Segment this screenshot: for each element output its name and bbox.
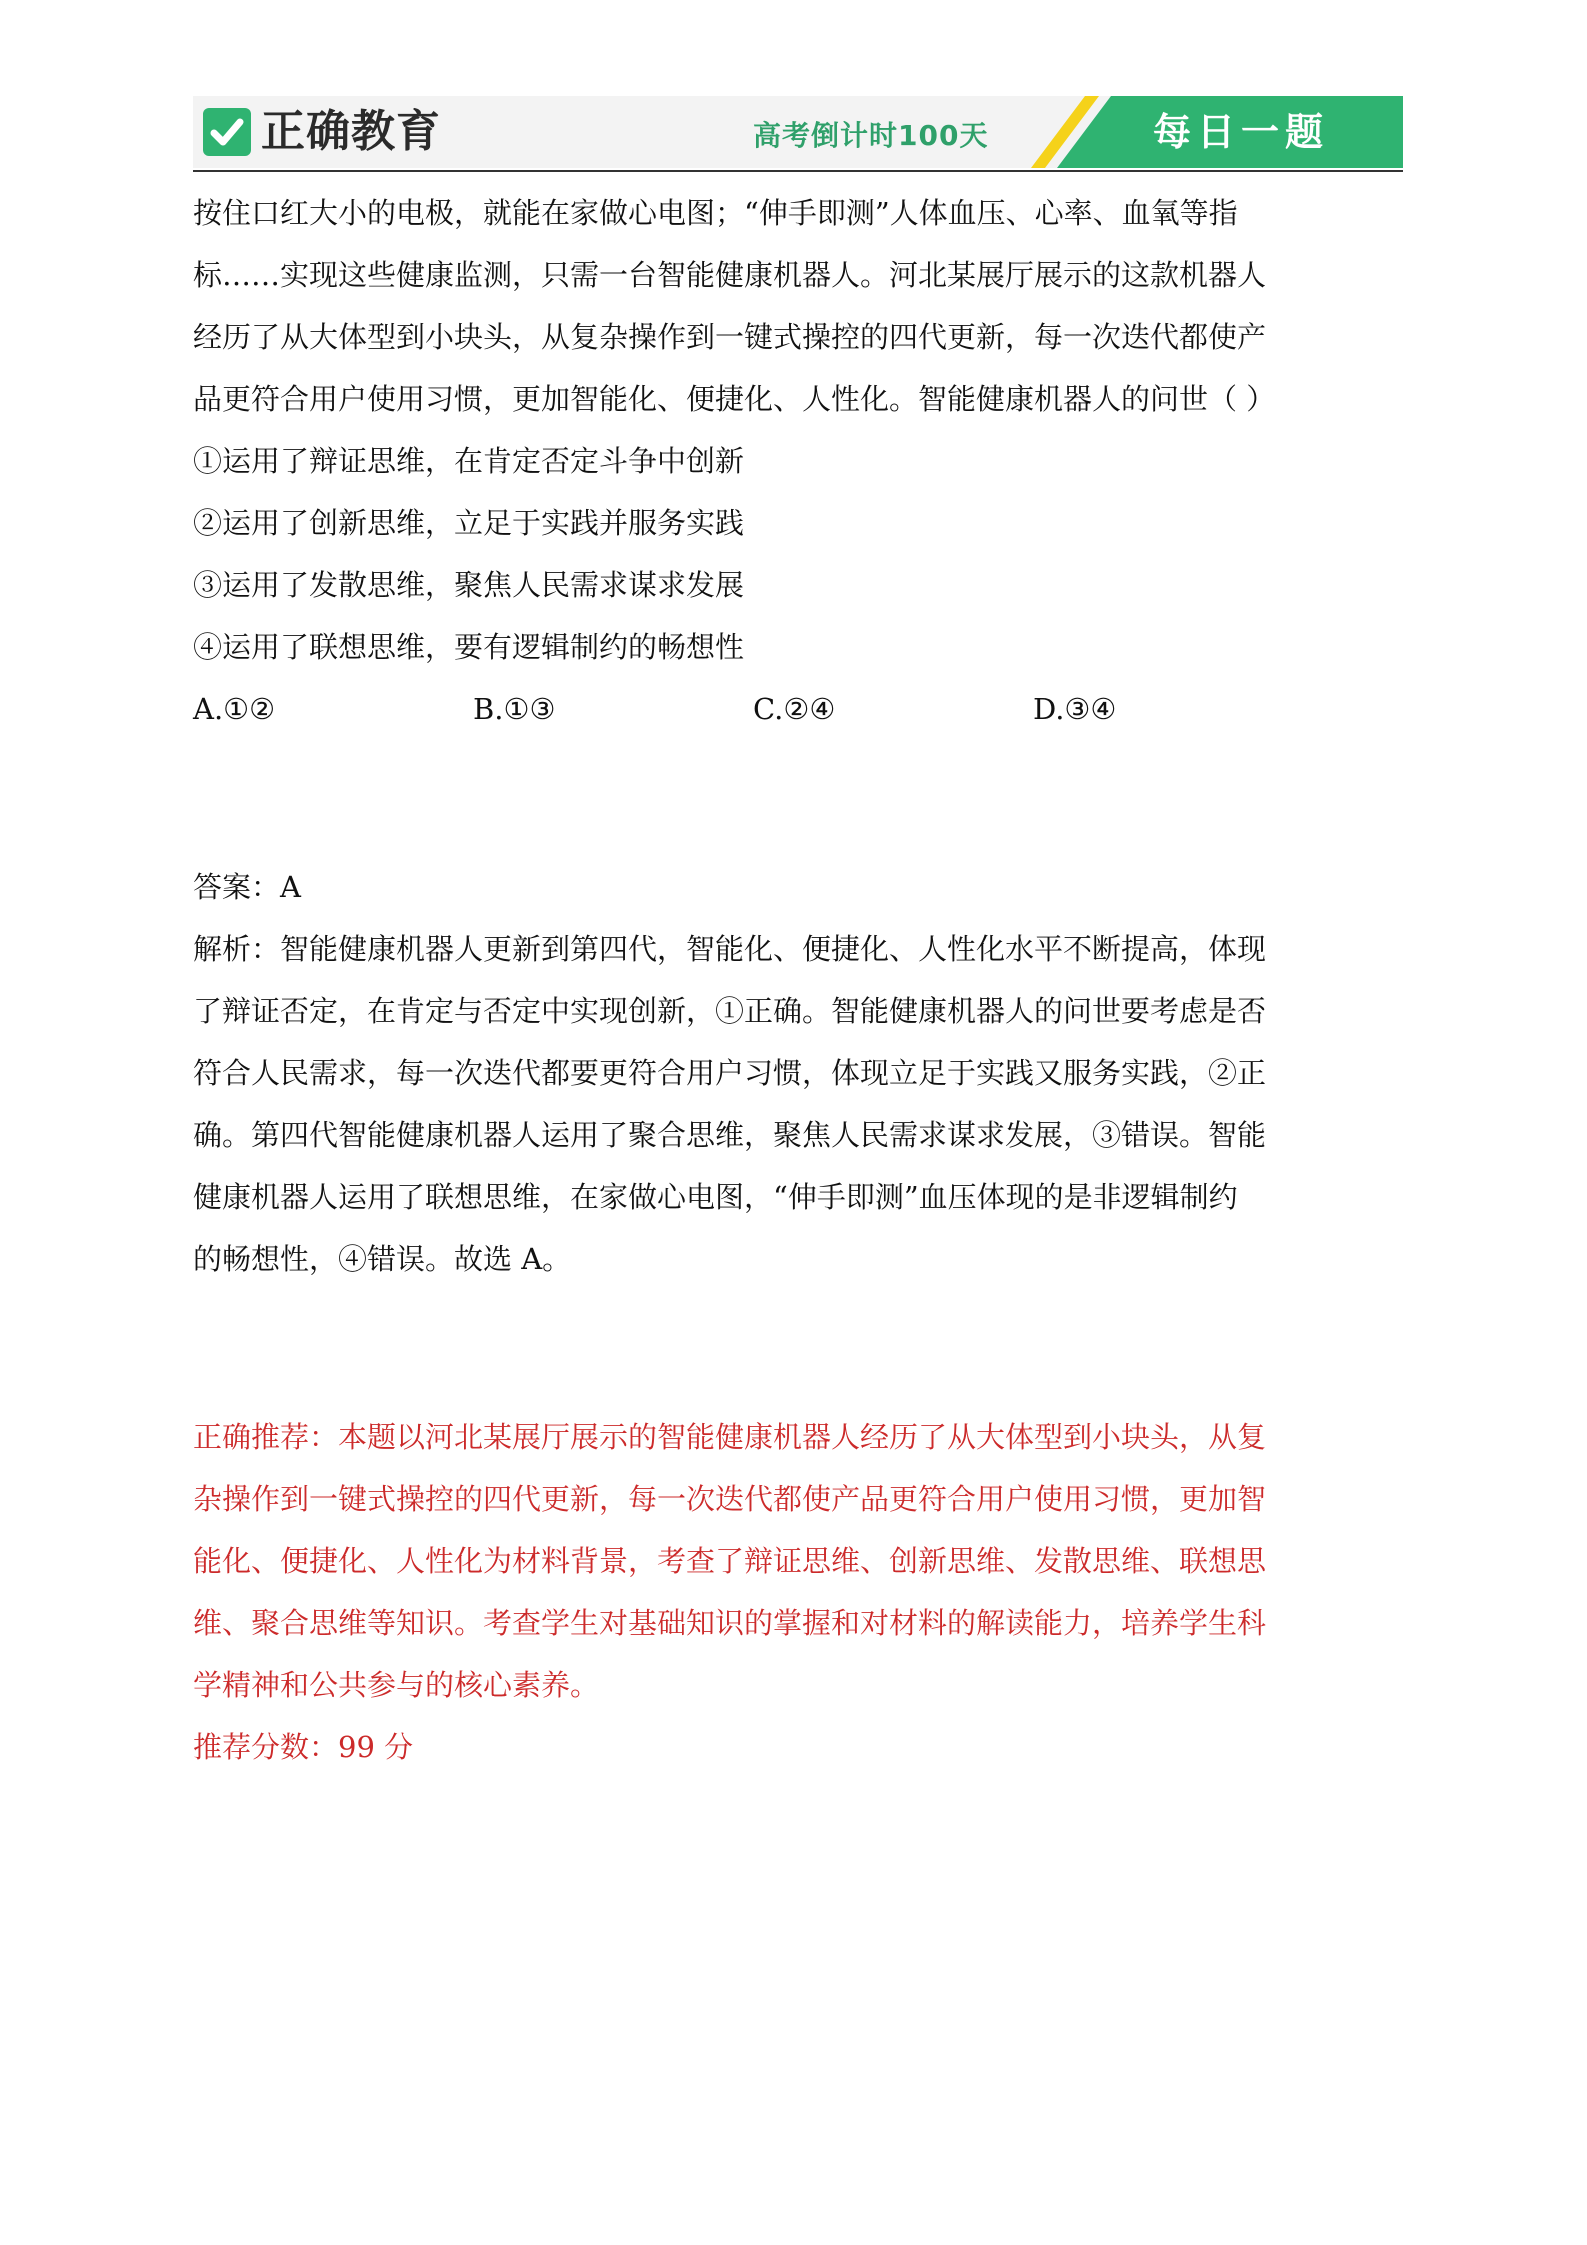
recommendation-line: 维、聚合思维等知识。考查学生对基础知识的掌握和对材料的解读能力，培养学生科 bbox=[193, 1606, 1267, 1640]
question-line: 品更符合用户使用习惯，更加智能化、便捷化、人性化。智能健康机器人的问世（ ） bbox=[193, 382, 1276, 416]
recommendation-line: 学精神和公共参与的核心素养。 bbox=[193, 1668, 600, 1702]
answer-label: 答案：A bbox=[193, 870, 301, 904]
page-header bbox=[193, 96, 1403, 168]
question-line: 经历了从大体型到小块头，从复杂操作到一键式操控的四代更新，每一次迭代都使产 bbox=[193, 320, 1267, 354]
answer-section bbox=[193, 856, 1403, 1290]
exam-countdown: 高考倒计时100天 bbox=[753, 119, 989, 152]
document-body bbox=[193, 182, 1403, 1778]
statement-item: ②运用了创新思维，立足于实践并服务实践 bbox=[193, 506, 745, 540]
option-b: B.①③ bbox=[473, 692, 556, 726]
option-d: D.③④ bbox=[1033, 692, 1117, 726]
analysis-line: 健康机器人运用了联想思维，在家做心电图，“伸手即测”血压体现的是非逻辑制约 bbox=[193, 1180, 1238, 1214]
recommendation-section bbox=[193, 1406, 1403, 1778]
recommendation-line: 能化、便捷化、人性化为材料背景，考查了辩证思维、创新思维、发散思维、联想思 bbox=[193, 1544, 1267, 1578]
recommendation-line: 正确推荐：本题以河北某展厅展示的智能健康机器人经历了从大体型到小块头，从复 bbox=[193, 1420, 1267, 1454]
recommendation-line: 杂操作到一键式操控的四代更新，每一次迭代都使产品更符合用户使用习惯，更加智 bbox=[193, 1482, 1267, 1516]
option-c: C.②④ bbox=[753, 692, 836, 726]
analysis-line: 了辩证否定，在肯定与否定中实现创新，①正确。智能健康机器人的问世要考虑是否 bbox=[193, 994, 1267, 1028]
checkmark-logo-icon bbox=[203, 108, 251, 156]
statement-item: ④运用了联想思维，要有逻辑制约的畅想性 bbox=[193, 630, 745, 664]
statement-list bbox=[193, 430, 1403, 678]
analysis-line: 符合人民需求，每一次迭代都要更符合用户习惯，体现立足于实践又服务实践，②正 bbox=[193, 1056, 1267, 1090]
recommended-score: 推荐分数：99 分 bbox=[193, 1730, 414, 1764]
option-a: A.①② bbox=[193, 692, 276, 726]
question-stem bbox=[193, 182, 1403, 430]
daily-question-label: 每日一题 bbox=[1153, 110, 1330, 154]
analysis-line: 解析：智能健康机器人更新到第四代，智能化、便捷化、人性化水平不断提高，体现 bbox=[193, 932, 1267, 966]
question-line: 按住口红大小的电极，就能在家做心电图；“伸手即测”人体血压、心率、血氧等指 bbox=[193, 196, 1238, 230]
analysis-line: 确。第四代智能健康机器人运用了聚合思维，聚焦人民需求谋求发展，③错误。智能 bbox=[193, 1118, 1267, 1152]
analysis-line: 的畅想性，④错误。故选 A。 bbox=[193, 1242, 572, 1276]
statement-item: ③运用了发散思维，聚焦人民需求谋求发展 bbox=[193, 568, 745, 602]
answer-options bbox=[193, 678, 1403, 740]
brand-name: 正确教育 bbox=[261, 106, 441, 157]
question-line: 标……实现这些健康监测，只需一台智能健康机器人。河北某展厅展示的这款机器人 bbox=[193, 258, 1267, 292]
header-divider bbox=[193, 170, 1403, 172]
statement-item: ①运用了辩证思维，在肯定否定斗争中创新 bbox=[193, 444, 745, 478]
